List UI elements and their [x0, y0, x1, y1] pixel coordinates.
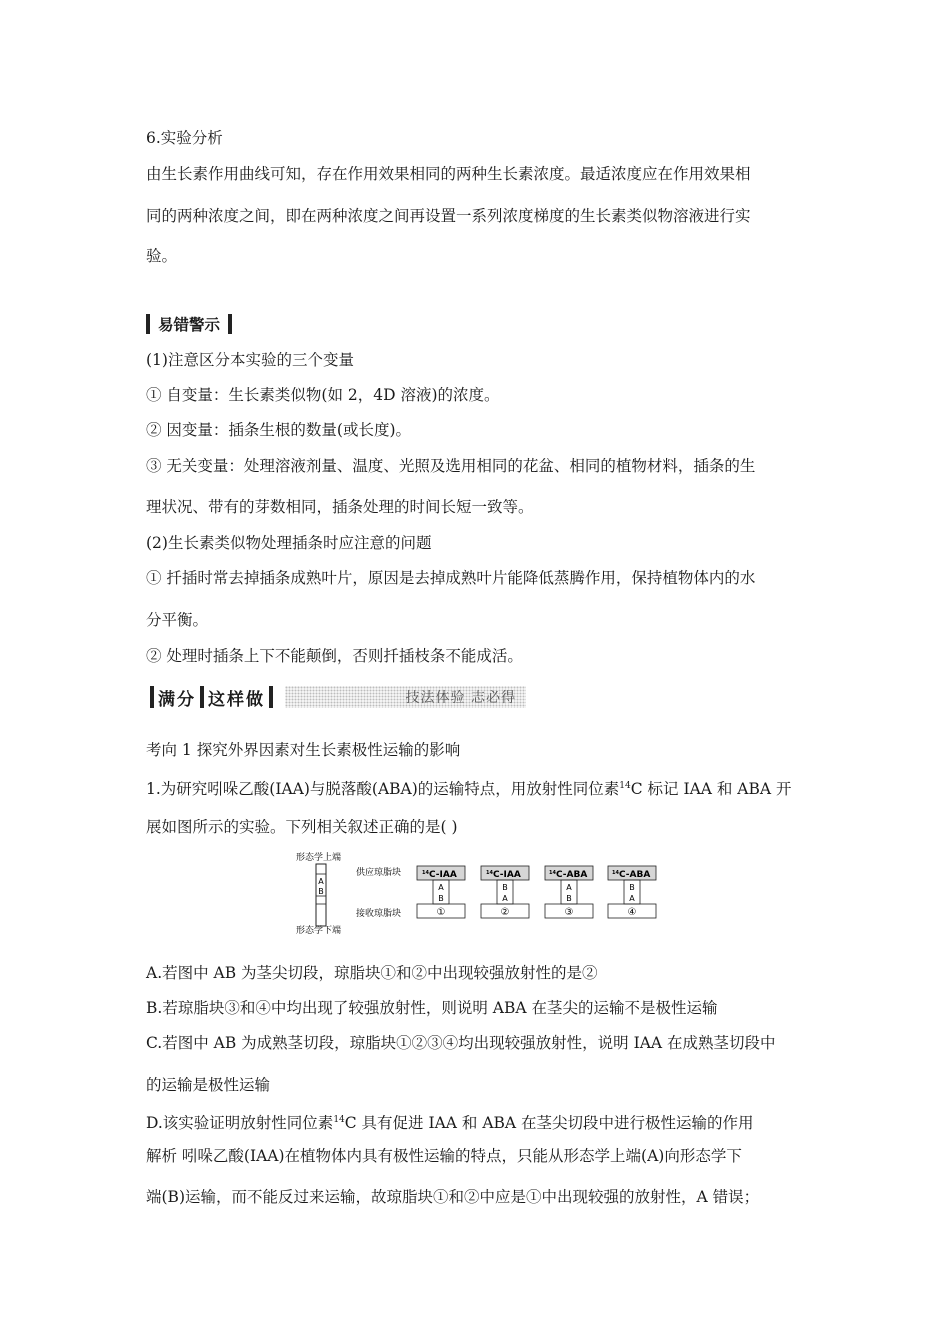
topic-line: 考向 1 探究外界因素对生长素极性运输的影响 [146, 741, 461, 759]
figure-top-label: 形态学上端 [296, 853, 342, 863]
heading-bar-right [228, 314, 232, 334]
segment-lower: B [566, 894, 572, 903]
paragraph-line: 由生长素作用曲线可知，存在作用效果相同的两种生长素浓度。最适浓度应在作用效果相 [146, 165, 751, 183]
segment-lower: B [438, 894, 444, 903]
q1-text-post: C 标记 IAA 和 ABA 开 [630, 780, 792, 798]
banner-bar [269, 686, 273, 708]
experiment-figure [296, 850, 666, 936]
segment-upper: B [502, 883, 508, 892]
paragraph-line: 同的两种浓度之间，即在两种浓度之间再设置一系列浓度梯度的生长素类似物溶液进行实 [146, 207, 751, 225]
option-b: B.若琼脂块③和④中均出现了较强放射性，则说明 ABA 在茎尖的运输不是极性运输 [146, 999, 718, 1017]
supply-block-label: C-ABA [618, 870, 651, 880]
segment-lower: A [629, 894, 635, 903]
warning-line: ③ 无关变量：处理溶液剂量、温度、光照及选用相同的花盆、相同的植物材料，插条的生 [146, 457, 756, 475]
receiver-label: ④ [627, 907, 637, 918]
segment-upper: B [629, 883, 635, 892]
warning-line: ② 处理时插条上下不能颠倒，否则扦插枝条不能成活。 [146, 647, 523, 665]
isotope-sup: 14 [549, 870, 556, 876]
banner-subtitle: 技法体验 志必得 [405, 690, 516, 706]
experiment-block [417, 866, 465, 918]
experiment-block [608, 866, 656, 918]
receive-label: 接收琼脂块 [356, 909, 402, 919]
banner-part2: 这样做 [208, 689, 265, 710]
banner-dotted-strip [285, 686, 526, 708]
supply-block-label: C-ABA [555, 870, 588, 880]
banner-bar [150, 686, 154, 708]
stem-label-a: A [318, 877, 324, 886]
supply-block-label: C-IAA [492, 870, 521, 880]
section-banner [146, 684, 526, 710]
warning-line: ① 扦插时常去掉插条成熟叶片，原因是去掉成熟叶片能降低蒸腾作用，保持植物体内的水 [146, 569, 756, 587]
isotope-sup: 14 [486, 870, 493, 876]
supply-block-label: C-IAA [428, 870, 457, 880]
experiment-block [481, 866, 529, 918]
receiver-label: ② [500, 907, 510, 918]
question-line [146, 776, 792, 799]
warning-line: ② 因变量：插条生根的数量(或长度)。 [146, 421, 412, 439]
warning-line: 理状况、带有的芽数相同，插条处理的时间长短一致等。 [146, 498, 534, 516]
warning-line: (2)生长素类似物处理插条时应注意的问题 [146, 534, 432, 552]
option-c-cont: 的运输是极性运输 [146, 1076, 271, 1094]
segment-upper: A [438, 883, 444, 892]
experiment-block [545, 866, 593, 918]
receiver-label: ① [436, 907, 446, 918]
section-title: 6.实验分析 [146, 129, 223, 147]
option-a: A.若图中 AB 为茎尖切段，琼脂块①和②中出现较强放射性的是② [146, 964, 598, 982]
warning-heading [146, 313, 232, 335]
analysis-line: 解析 吲哚乙酸(IAA)在植物体内具有极性运输的特点，只能从形态学上端(A)向形态学下 [146, 1147, 742, 1165]
option-c: C.若图中 AB 为成熟茎切段，琼脂块①②③④均出现较强放射性，说明 IAA 在成熟茎切段中 [146, 1034, 776, 1052]
banner-bar [200, 686, 204, 708]
option-d-superscript: 14 [333, 1115, 345, 1125]
warning-line: ① 自变量：生长素类似物(如 2，4D 溶液)的浓度。 [146, 386, 500, 404]
stem-label-b: B [318, 887, 324, 896]
banner-title [146, 684, 277, 710]
banner-part1: 满分 [158, 689, 196, 710]
option-d-post: C 具有促进 IAA 和 ABA 在茎尖切段中进行极性运输的作用 [344, 1114, 754, 1132]
option-d-pre: D.该实验证明放射性同位素 [146, 1114, 334, 1132]
analysis-line: 端(B)运输，而不能反过来运输，故琼脂块①和②中应是①中出现较强的放射性，A 错误； [146, 1188, 760, 1206]
option-d [146, 1110, 754, 1133]
receiver-label: ③ [564, 907, 574, 918]
isotope-sup: 14 [612, 870, 619, 876]
segment-lower: A [502, 894, 508, 903]
supply-label: 供应琼脂块 [356, 868, 402, 878]
warning-line: (1)注意区分本实验的三个变量 [146, 351, 354, 369]
figure-bottom-label: 形态学下端 [296, 926, 342, 936]
isotope-sup: 14 [422, 870, 429, 876]
q1-text-pre: 1.为研究吲哚乙酸(IAA)与脱落酸(ABA)的运输特点，用放射性同位素 [146, 780, 620, 798]
paragraph-line: 验。 [146, 247, 178, 265]
warning-line: 分平衡。 [146, 611, 209, 629]
question-line: 展如图所示的实验。下列相关叙述正确的是( ) [146, 818, 458, 836]
warning-heading-text: 易错警示 [158, 316, 221, 334]
segment-upper: A [566, 883, 572, 892]
q1-superscript: 14 [619, 781, 631, 791]
